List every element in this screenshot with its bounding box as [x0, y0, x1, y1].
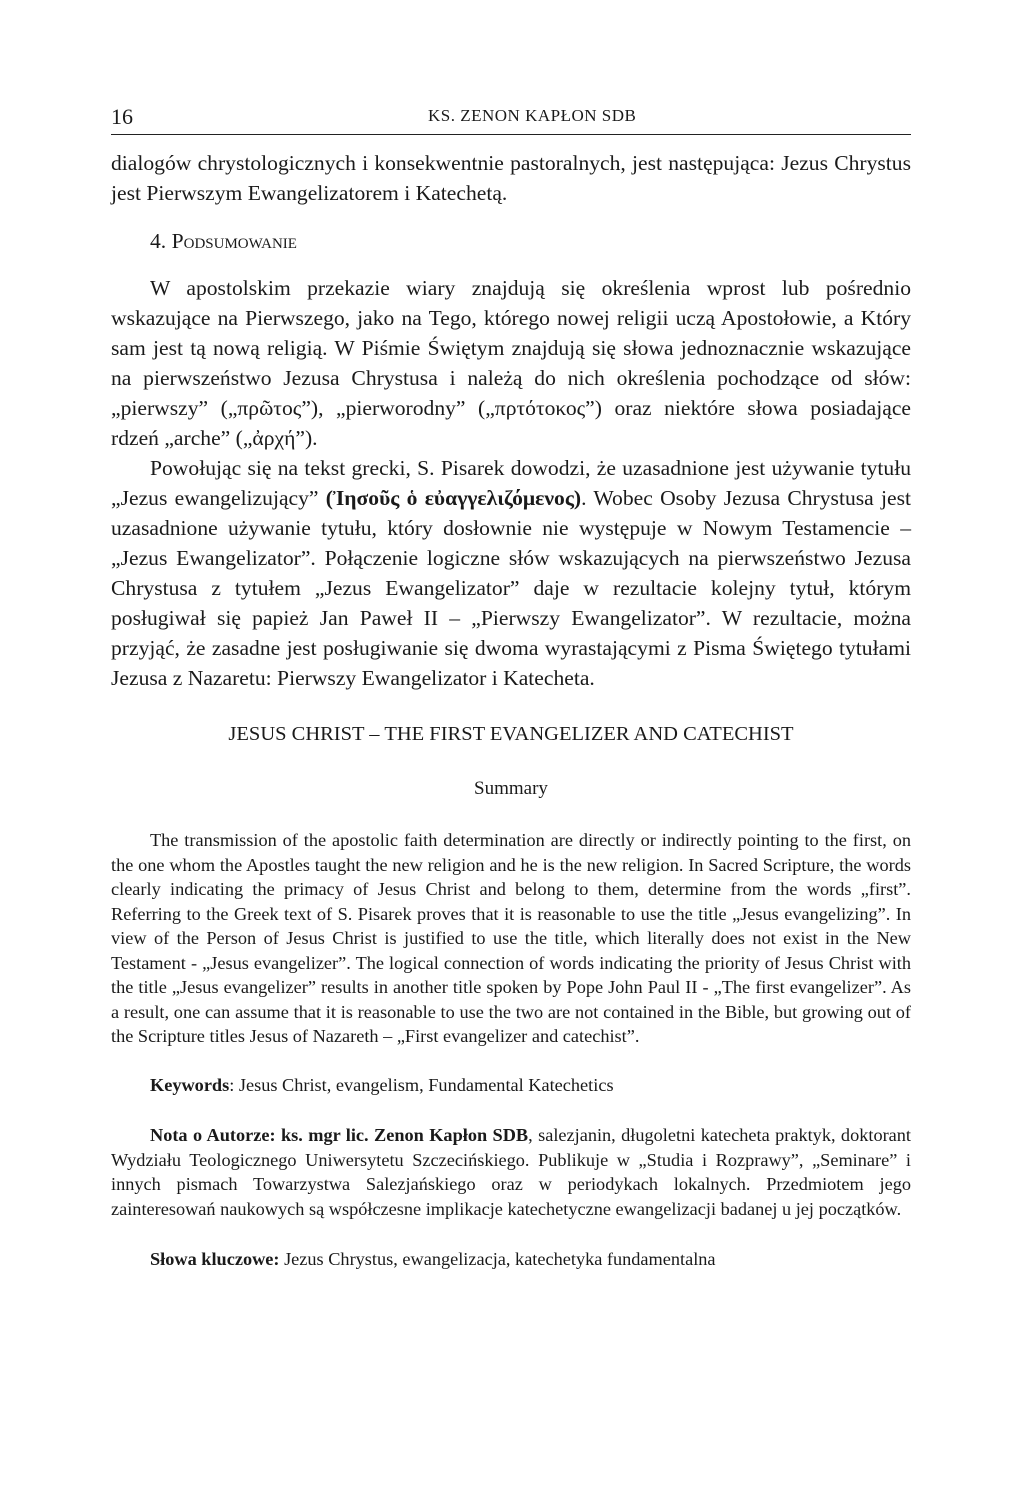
english-summary: The transmission of the apostolic faith determination are directly or indirectly pointing to the first, on the one whom the Apostles taught the new religion and he is the new religion. In Sacred Scripture, the words clearly indicating the primacy of Jesus Christ and belong to them, determine from the words „first”. Referring to the Greek text of S. Pisarek proves that it is reasonable to use the title „Jesus evangelizing”. In view of the Person of Jesus Christ is justified to use the title, which literally does not exist in the New Testament - „Jesus evangelizer”. The logical connection of words indicating the priority of Jesus Christ with the title „Jesus evangelizer” results in another title spoken by Pope John Paul II - „The first evangelizer”. As a result, one can assume that it is reasonable to use the two are not contained in the Bible, but growing out of the Scripture titles Jesus of Nazareth – „First evangelizer and catechist”.: [111, 830, 911, 1046]
author-note-text: , salezjanin, długoletni katecheta praktyk, doktorant Wydziału Teologicznego Uniwersytetu Szczecińskiego. Publikuje w „Studia i Rozprawy”, „Seminare” i innych pismach Towarzystwa Salezjańskiego oraz w periodykach lokalnych. Przedmiotem jego zainteresowań naukowych są współczesne implikacje katechetyczne ewangelizacji badanej u jej początków.: [111, 1125, 912, 1219]
slowa-kluczowe-line: [150, 1249, 911, 1270]
english-subtitle: Summary: [474, 778, 548, 799]
greek-phrase: (Ἰησοῦς ὁ εὐαγγελιζόμενος): [325, 486, 582, 510]
section-heading: [150, 229, 911, 254]
running-head: KS. ZENON KAPŁON SDB: [428, 106, 637, 125]
section-number: 4.: [150, 229, 167, 253]
summary-paragraph-2: [111, 453, 911, 693]
intro-paragraph: dialogów chrystologicznych i konsekwentnie pastoralnych, jest następująca: Jezus Chrystus jest Pierwszym Ewangelizatorem i Katechetą.: [111, 151, 911, 205]
page-number: 16: [111, 104, 133, 129]
keywords-label: Keywords: [150, 1074, 230, 1095]
page-body: [111, 148, 911, 1270]
english-title: JESUS CHRIST – THE FIRST EVANGELIZER AND CATECHIST: [228, 723, 794, 745]
author-note: [111, 1123, 911, 1221]
keywords-line: [150, 1073, 911, 1098]
keywords-text: : Jesus Christ, evangelism, Fundamental Katechetics: [229, 1074, 614, 1095]
paragraph-2-text-b: . Wobec Osoby Jezusa Chrystusa jest uzasadnione używanie tytułu, który dosłownie nie występuje w Nowym Testamencie – „Jezus Ewangelizator”. Połączenie logiczne słów wskazujących na pierwszeństwo Jezusa Chrystusa z tytułem „Jezus Ewangelizator” daje w rezultacie kolejny tytuł, którym posługiwał się papież Jan Paweł II – „Pierwszy Ewangelizator”. W rezultacie, można przyjąć, że zasadne jest posługiwanie się dwoma wyrastającymi z Pisma Świętego tytułami Jezusa z Nazaretu: Pierwszy Ewangelizator i Katecheta.: [111, 486, 911, 690]
section-title: Podsumowanie: [171, 229, 297, 253]
paragraph-2-text-a: Powołując się na tekst grecki, S. Pisarek dowodzi, że uzasadnione jest używanie tytułu „Jezus ewangelizujący”: [111, 456, 911, 510]
author-note-label: Nota o Autorze: ks. mgr lic. Zenon Kapłon SDB: [150, 1125, 529, 1145]
slowa-kluczowe-label: Słowa kluczowe:: [150, 1249, 280, 1269]
summary-paragraph-1: W apostolskim przekazie wiary znajdują się określenia wprost lub pośrednio wskazujące na Pierwszego, jako na Tego, którego nowej religii uczą Apostołowie, a Który sam jest tą nową religią. W Piśmie Świętym znajdują się słowa jednoznacznie wskazujące na pierwszeństwo Jezusa Chrystusa i należą do nich określenia pochodzące od słów: „pierwszy” („πρῶτος”), „pierworodny” („πρτότοκος”) oraz niektóre słowa posiadające rdzeń „arche” („ἀρχή”).: [111, 276, 911, 450]
page-header: [111, 104, 911, 135]
slowa-kluczowe-text: Jezus Chrystus, ewangelizacja, katechetyka fundamentalna: [279, 1249, 716, 1269]
